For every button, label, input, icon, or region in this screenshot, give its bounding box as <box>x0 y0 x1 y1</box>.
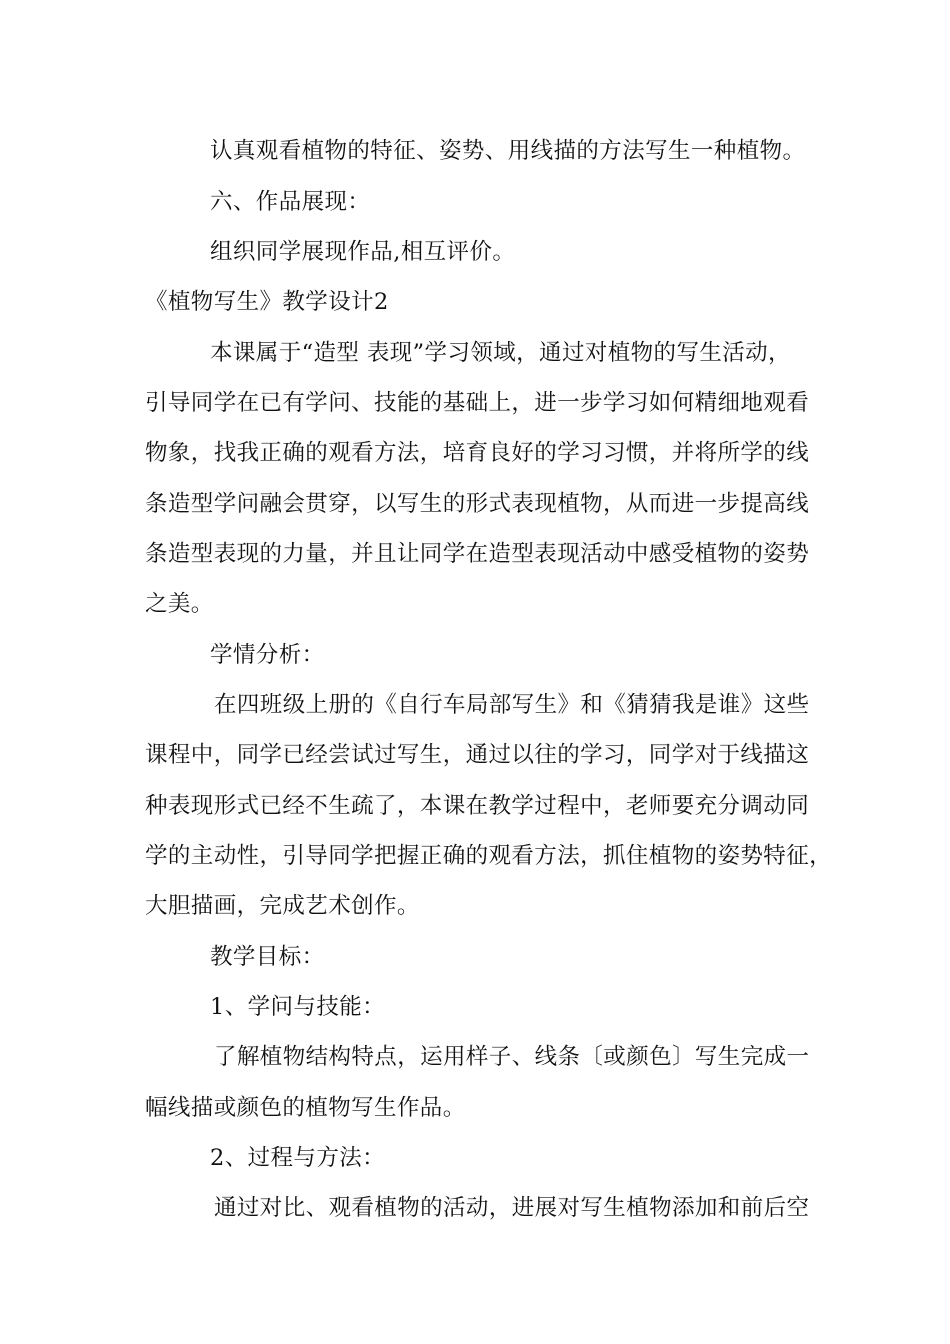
paragraph-line: 条造型表现的力量，并且让同学在造型表现活动中感受植物的姿势 <box>145 541 810 567</box>
section-heading: 学情分析： <box>210 642 325 668</box>
paragraph-line: 课程中，同学已经尝试过写生，通过以往的学习，同学对于线描这 <box>145 742 810 768</box>
paragraph-line: 大胆描画，完成艺术创作。 <box>145 893 420 919</box>
paragraph-line: 本课属于“造型 表现”学习领域，通过对植物的写生活动， <box>210 340 791 366</box>
section-heading: 六、作品展现： <box>210 189 371 215</box>
paragraph-line: 幅线描或颜色的植物写生作品。 <box>145 1095 466 1121</box>
sub-heading: 1、学问与技能： <box>210 994 386 1020</box>
paragraph-line: 通过对比、观看植物的活动，进展对写生植物添加和前后空 <box>214 1195 810 1221</box>
paragraph-line: 种表现形式已经不生疏了，本课在教学过程中，老师要充分调动同 <box>145 793 810 819</box>
paragraph-line: 组织同学展现作品,相互评价。 <box>210 239 516 265</box>
paragraph-line: 之美。 <box>145 591 214 617</box>
section-heading: 教学目标： <box>210 944 325 970</box>
paragraph-line: 条造型学问融会贯穿，以写生的形式表现植物，从而进一步提高线 <box>145 491 810 517</box>
document-title: 《植物写生》教学设计2 <box>145 289 389 315</box>
sub-heading: 2、过程与方法： <box>210 1145 386 1171</box>
paragraph-line: 认真观看植物的特征、姿势、用线描的方法写生一种植物。 <box>210 138 806 164</box>
paragraph-line: 了解植物结构特点，运用样子、线条〔或颜色〕写生完成一 <box>214 1044 810 1070</box>
paragraph-line: 在四班级上册的《自行车局部写生》和《猜猜我是谁》这些 <box>214 692 810 718</box>
paragraph-line: 引导同学在已有学问、技能的基础上，进一步学习如何精细地观看 <box>145 390 810 416</box>
paragraph-line: 物象，找我正确的观看方法，培育良好的学习习惯，并将所学的线 <box>145 440 810 466</box>
paragraph-line: 学的主动性，引导同学把握正确的观看方法，抓住植物的姿势特征， <box>145 843 833 869</box>
